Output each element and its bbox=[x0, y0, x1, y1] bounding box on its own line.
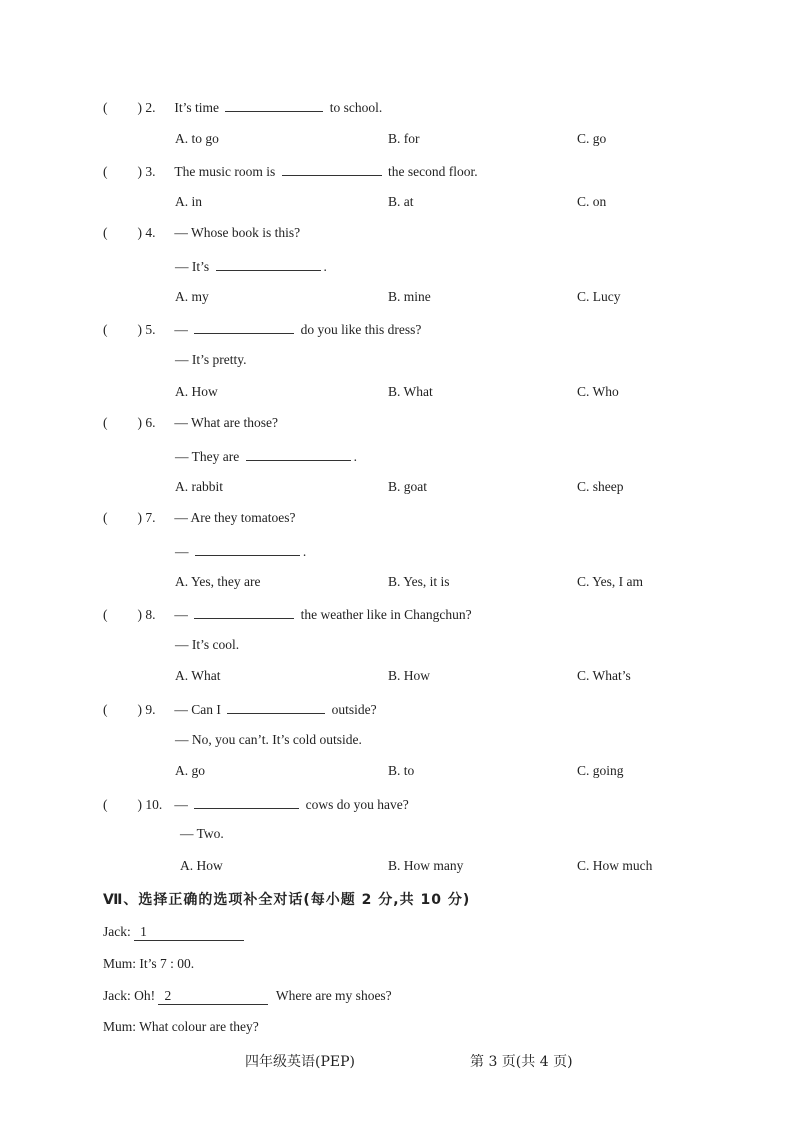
option-c[interactable]: C. Who bbox=[577, 384, 619, 399]
footer-page-number: 第 3 页(共 4 页) bbox=[470, 1054, 573, 1070]
question-3: ( ) 3. The music room is the second floor. bbox=[103, 164, 478, 179]
question-2: ( ) 2. It’s time to school. bbox=[103, 100, 383, 115]
answer-blank[interactable] bbox=[246, 447, 351, 461]
option-b[interactable]: B. at bbox=[388, 194, 414, 209]
option-a[interactable]: A. rabbit bbox=[175, 479, 223, 494]
question-8: ( ) 8. — the weather like in Changchun? bbox=[103, 607, 472, 622]
answer-blank[interactable] bbox=[227, 700, 325, 714]
dialogue-jack-2: Jack: Oh! 2 Where are my shoes? bbox=[103, 988, 392, 1003]
option-c[interactable]: C. Lucy bbox=[577, 289, 621, 304]
question-5: ( ) 5. — do you like this dress? bbox=[103, 322, 422, 337]
question-9: ( ) 9. — Can I outside? bbox=[103, 702, 377, 717]
dialogue-blank-1[interactable]: 1 bbox=[134, 924, 244, 941]
question-6: ( ) 6. — What are those? bbox=[103, 415, 278, 430]
option-b[interactable]: B. How many bbox=[388, 858, 464, 873]
question-5-response: — It’s pretty. bbox=[175, 352, 247, 367]
section-heading: Ⅶ、选择正确的选项补全对话(每小题 2 分,共 10 分) bbox=[103, 892, 471, 908]
option-a[interactable]: A. go bbox=[175, 763, 205, 778]
option-c[interactable]: C. sheep bbox=[577, 479, 624, 494]
answer-blank[interactable] bbox=[225, 98, 323, 112]
answer-blank[interactable] bbox=[194, 320, 294, 334]
option-b[interactable]: B. What bbox=[388, 384, 433, 399]
answer-blank[interactable] bbox=[194, 795, 299, 809]
option-c[interactable]: C. How much bbox=[577, 858, 653, 873]
option-c[interactable]: C. go bbox=[577, 131, 607, 146]
option-a[interactable]: A. my bbox=[175, 289, 209, 304]
option-b[interactable]: B. goat bbox=[388, 479, 427, 494]
option-b[interactable]: B. to bbox=[388, 763, 415, 778]
option-a[interactable]: A. How bbox=[175, 384, 218, 399]
option-a[interactable]: A. to go bbox=[175, 131, 219, 146]
answer-blank[interactable] bbox=[195, 542, 300, 556]
question-6-response: — They are . bbox=[175, 449, 357, 464]
option-b[interactable]: B. How bbox=[388, 668, 431, 683]
question-8-response: — It’s cool. bbox=[175, 637, 240, 652]
question-4-response: — It’s . bbox=[175, 259, 327, 274]
answer-blank[interactable] bbox=[194, 605, 294, 619]
option-b[interactable]: B. for bbox=[388, 131, 420, 146]
option-c[interactable]: C. on bbox=[577, 194, 607, 209]
answer-blank[interactable] bbox=[216, 257, 321, 271]
question-7: ( ) 7. — Are they tomatoes? bbox=[103, 510, 296, 525]
option-b[interactable]: B. Yes, it is bbox=[388, 574, 450, 589]
option-c[interactable]: C. Yes, I am bbox=[577, 574, 644, 589]
dialogue-mum-2: Mum: What colour are they? bbox=[103, 1019, 259, 1034]
question-7-response: — . bbox=[175, 544, 307, 559]
dialogue-jack-1: Jack: 1 bbox=[103, 924, 244, 941]
option-a[interactable]: A. in bbox=[175, 194, 202, 209]
dialogue-blank-2[interactable]: 2 bbox=[158, 988, 268, 1005]
question-9-response: — No, you can’t. It’s cold outside. bbox=[175, 732, 362, 747]
option-b[interactable]: B. mine bbox=[388, 289, 431, 304]
question-4: ( ) 4. — Whose book is this? bbox=[103, 225, 301, 240]
footer-subject: 四年级英语(PEP) bbox=[245, 1054, 355, 1070]
answer-blank[interactable] bbox=[282, 162, 382, 176]
option-c[interactable]: C. going bbox=[577, 763, 624, 778]
dialogue-mum-1: Mum: It’s 7 : 00. bbox=[103, 956, 195, 971]
option-c[interactable]: C. What’s bbox=[577, 668, 631, 683]
option-a[interactable]: A. Yes, they are bbox=[175, 574, 261, 589]
question-10-response: — Two. bbox=[180, 826, 224, 841]
option-a[interactable]: A. What bbox=[175, 668, 221, 683]
question-10: ( ) 10. — cows do you have? bbox=[103, 797, 409, 812]
option-a[interactable]: A. How bbox=[180, 858, 223, 873]
